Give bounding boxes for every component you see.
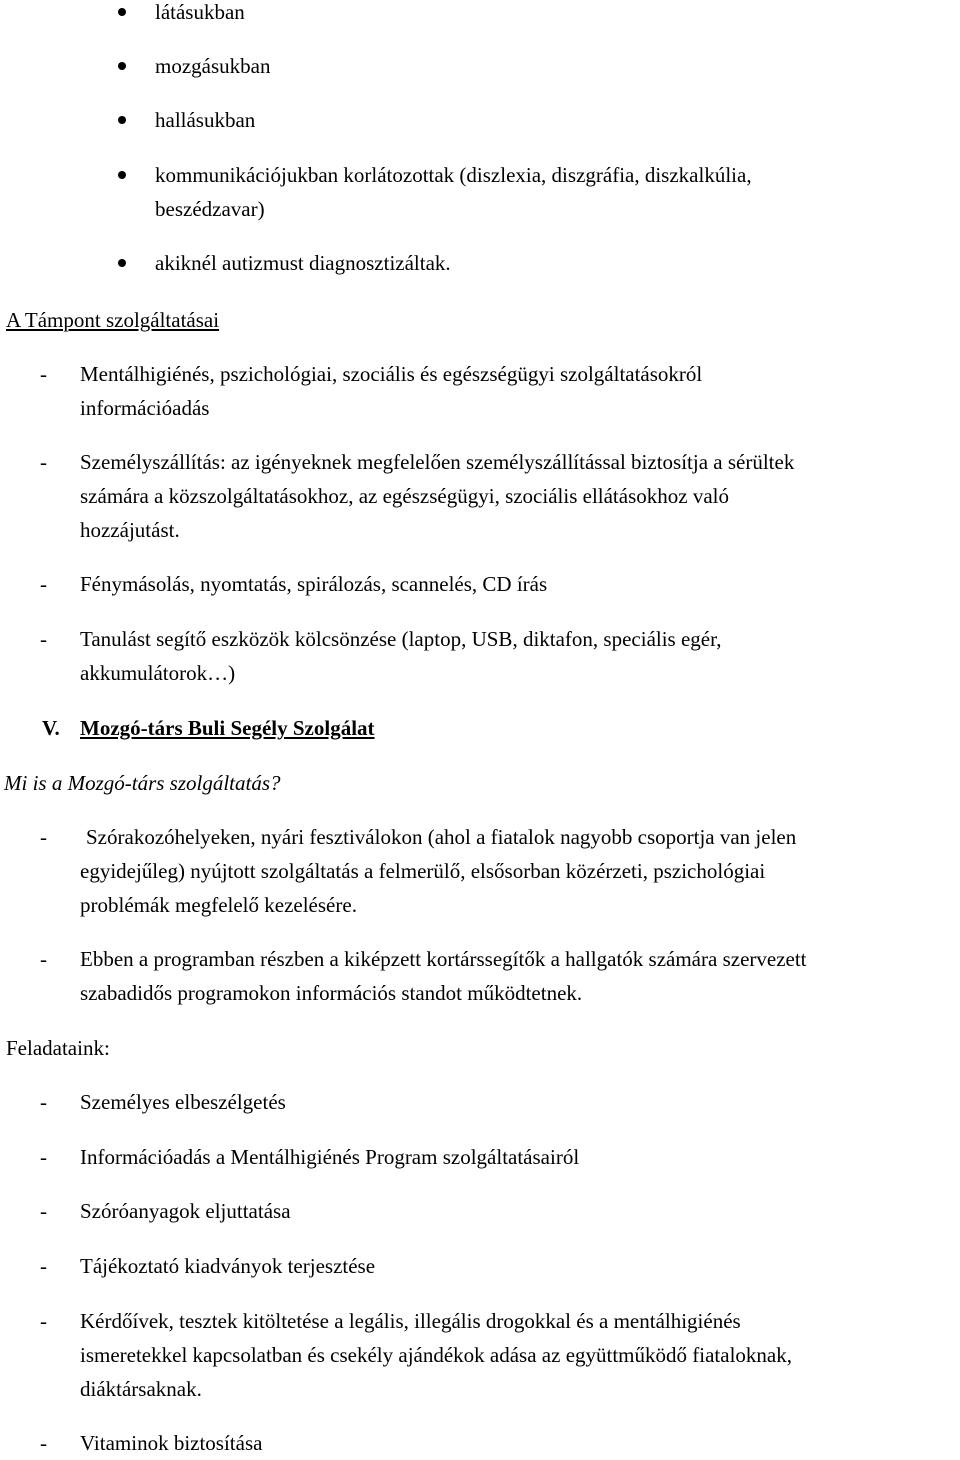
list-item-line: Mentálhigiénés, pszichológiai, szociális és egészségügyi szolgáltatásokról: [80, 362, 703, 386]
dash-marker: -: [40, 1199, 47, 1223]
list-item-line: számára a közszolgáltatásokhoz, az egészségügyi, szociális ellátásokhoz való: [80, 484, 729, 508]
list-item-line: információadás: [80, 396, 210, 420]
section-heading: Mozgó-társ Buli Segély Szolgálat: [80, 716, 375, 740]
dash-marker: -: [40, 947, 47, 971]
dash-marker: -: [40, 1254, 47, 1278]
list-item-line: Vitaminok biztosítása: [80, 1431, 263, 1455]
list-item-line: Fénymásolás, nyomtatás, spirálozás, scannelés, CD írás: [80, 572, 548, 596]
list-item-line: Tanulást segítő eszközök kölcsönzése (laptop, USB, diktafon, speciális egér,: [80, 627, 722, 651]
bullet-text: mozgásukban: [155, 54, 271, 78]
bullet-icon: [118, 259, 126, 267]
dash-marker: -: [40, 572, 47, 596]
list-item-line: hozzájutást.: [80, 518, 180, 542]
bullet-icon: [118, 116, 126, 124]
dash-marker: -: [40, 1090, 47, 1114]
list-item-line: Személyes elbeszélgetés: [80, 1090, 286, 1114]
dash-marker: -: [40, 1309, 47, 1333]
bullet-text: hallásukban: [155, 108, 256, 132]
section-heading: A Támpont szolgáltatásai: [6, 308, 220, 332]
list-item-line: egyidejűleg) nyújtott szolgáltatás a felmerülő, elsősorban közérzeti, pszichológiai: [80, 859, 766, 883]
section-heading: Feladataink:: [6, 1036, 110, 1060]
bullet-text-continued: beszédzavar): [155, 197, 265, 221]
dash-marker: -: [40, 1145, 47, 1169]
list-item-line: akkumulátorok…): [80, 661, 236, 685]
dash-marker: -: [40, 825, 47, 849]
bullet-icon: [118, 171, 126, 179]
bullet-icon: [118, 8, 126, 16]
bullet-text: kommunikációjukban korlátozottak (diszlexia, diszgráfia, diszkalkúlia,: [155, 163, 752, 187]
section-question: Mi is a Mozgó-társ szolgáltatás?: [4, 771, 281, 795]
list-item-line: szabadidős programokon információs standot működtetnek.: [80, 981, 583, 1005]
dash-marker: -: [40, 1431, 47, 1455]
dash-marker: -: [40, 627, 47, 651]
list-item-line: Tájékoztató kiadványok terjesztése: [80, 1254, 376, 1278]
list-item-line: ismeretekkel kapcsolatban és csekély ajándékok adása az együttműködő fiataloknak,: [80, 1343, 792, 1367]
list-item-line: Személyszállítás: az igényeknek megfelelően személyszállítással biztosítja a sérültek: [80, 450, 795, 474]
list-item-line: Információadás a Mentálhigiénés Program szolgáltatásairól: [80, 1145, 580, 1169]
list-item-line: diáktársaknak.: [80, 1377, 202, 1401]
dash-marker: -: [40, 450, 47, 474]
list-item-line: problémák megfelelő kezelésére.: [80, 893, 357, 917]
list-item-line: Kérdőívek, tesztek kitöltetése a legális, illegális drogokkal és a mentálhigiénés: [80, 1309, 741, 1333]
section-number: V.: [42, 716, 60, 740]
list-item-line: Szóróanyagok eljuttatása: [80, 1199, 291, 1223]
bullet-icon: [118, 62, 126, 70]
list-item-line: Ebben a programban részben a kiképzett kortárssegítők a hallgatók számára szervezett: [80, 947, 807, 971]
dash-marker: -: [40, 362, 47, 386]
list-item-line: Szórakozóhelyeken, nyári fesztiválokon (ahol a fiatalok nagyobb csoportja van jelen: [86, 825, 797, 849]
bullet-text: akiknél autizmust diagnosztizáltak.: [155, 251, 451, 275]
bullet-text: látásukban: [155, 0, 245, 24]
